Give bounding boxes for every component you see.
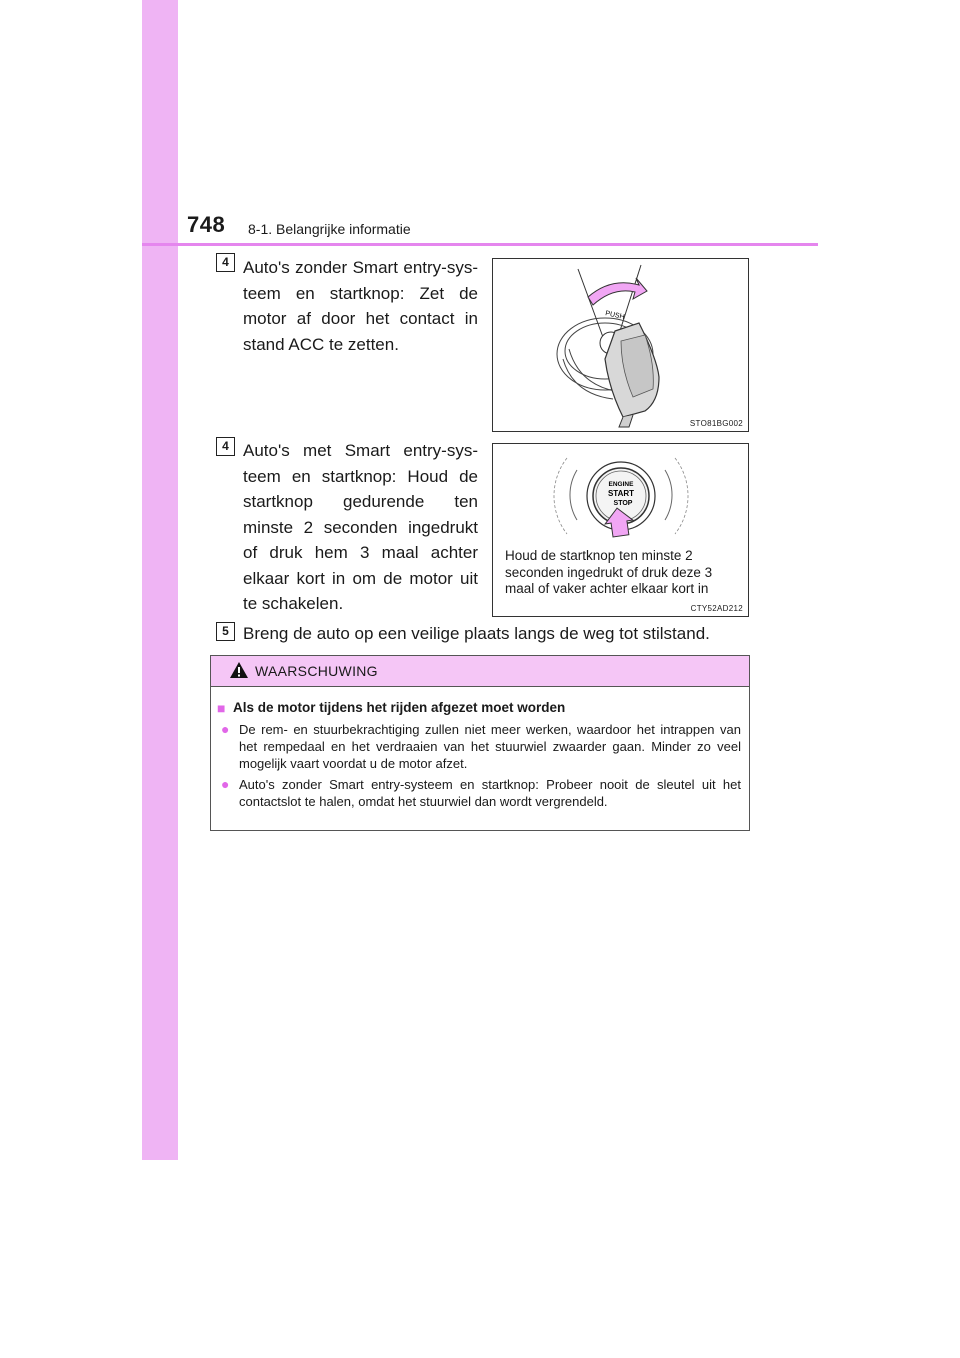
warning-item-text: De rem- en stuurbekrachtiging zullen niet meer werken, waardoor het intrappen van het rempedaal en het verdraaien van het stuurwiel zwaarder gaan. Minder zo veel mogelijk vaart voordat u de motor afzet. <box>239 722 741 771</box>
circle-bullet-icon: ● <box>221 721 230 737</box>
circle-bullet-icon: ● <box>221 776 230 792</box>
start-button-figure <box>492 443 749 617</box>
warning-item <box>217 776 741 810</box>
warning-heading-text: Als de motor tijdens het rijden afgezet moet worden <box>233 700 566 715</box>
header-rule <box>142 243 818 246</box>
button-label-engine: ENGINE <box>608 481 634 488</box>
step-badge: 4 <box>216 437 235 456</box>
push-label: PUSH <box>604 310 626 322</box>
chapter-side-band <box>142 0 178 1160</box>
page-number: 748 <box>187 212 226 237</box>
warning-body <box>211 687 749 810</box>
warning-triangle-icon <box>229 661 249 679</box>
warning-item <box>217 721 741 772</box>
step-text: Auto's zonder Smart entry-sys-teem en startknop: Zet de motor af door het contact in stand ACC te zetten. <box>243 258 478 354</box>
ignition-key-figure <box>492 258 749 432</box>
warning-title: WAARSCHUWING <box>255 663 378 679</box>
button-label-stop: STOP <box>613 500 633 507</box>
section-title: 8-1. Belangrijke informatie <box>248 221 411 237</box>
step-text: Auto's met Smart entry-sys-teem en startknop: Houd de startknop gedurende ten minste 2 seconden ingedrukt of druk hem 3 maal achter elkaar kort in om de motor uit te schakelen. <box>243 441 478 613</box>
step-text: Breng de auto op een veilige plaats langs de weg tot stilstand. <box>243 624 710 643</box>
warning-header <box>211 656 749 687</box>
figure-code: CTY52AD212 <box>690 604 743 613</box>
button-label-start: START <box>607 489 635 498</box>
warning-item-text: Auto's zonder Smart entry-systeem en startknop: Probeer nooit de sleutel uit het contactslot te halen, omdat het stuurwiel dan wordt vergrendeld. <box>239 777 741 809</box>
step-badge: 4 <box>216 253 235 272</box>
step-badge: 5 <box>216 622 235 641</box>
figure-code: STO81BG002 <box>689 419 743 428</box>
square-bullet-icon: ■ <box>217 700 226 716</box>
warning-box <box>210 655 750 831</box>
ignition-key-illustration <box>493 259 749 432</box>
figure-caption: Houd de startknop ten minste 2 seconden ingedrukt of druk deze 3 maal of vaker achter elkaar kort in <box>505 548 713 596</box>
warning-heading <box>217 699 741 717</box>
start-button-illustration <box>493 444 749 554</box>
